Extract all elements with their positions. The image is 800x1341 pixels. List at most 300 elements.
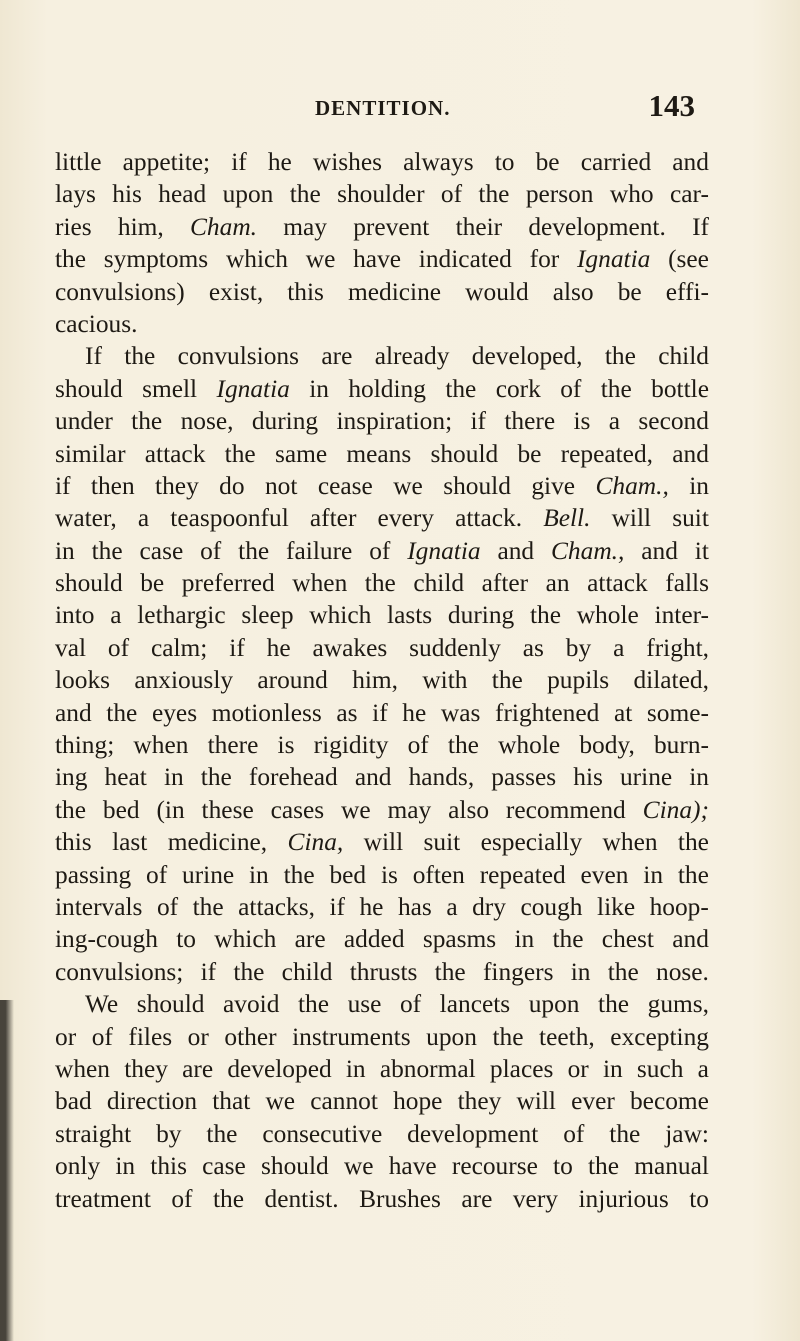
word: teeth, — [539, 1022, 595, 1051]
word: after — [481, 569, 529, 598]
word: their — [455, 212, 503, 241]
word: holding — [348, 374, 426, 403]
word: the — [364, 569, 396, 598]
word: motionless — [211, 698, 322, 727]
word: to — [689, 1184, 709, 1213]
word: bed — [102, 795, 140, 824]
word: an — [545, 569, 570, 598]
word: the — [206, 1119, 238, 1148]
word: we — [265, 1087, 296, 1116]
word: Brushes — [359, 1184, 441, 1213]
word: rigidity — [313, 731, 389, 760]
word: already — [374, 342, 450, 371]
word: shoulder — [337, 180, 425, 209]
word: case — [202, 1152, 246, 1181]
word: if — [470, 407, 487, 436]
word: bed — [329, 860, 367, 889]
text-line — [55, 1085, 709, 1117]
word: when — [55, 1054, 110, 1083]
word: of — [146, 860, 168, 889]
word: ing — [55, 763, 88, 792]
word: him, — [117, 212, 164, 241]
word: him, — [352, 666, 399, 695]
word: the — [598, 990, 630, 1019]
word: of — [407, 731, 429, 760]
word: may — [283, 212, 327, 241]
word: wishes — [312, 148, 383, 176]
word: and — [497, 536, 535, 565]
word: awakes — [312, 633, 388, 662]
word: convulsions; — [55, 957, 184, 986]
word: straight — [55, 1119, 132, 1148]
text-line — [55, 178, 709, 210]
word: also — [448, 795, 490, 824]
word: like — [597, 892, 636, 921]
word: Cham., — [595, 471, 669, 500]
word: would — [465, 277, 529, 306]
word: passes — [491, 763, 557, 792]
word: files — [128, 1022, 173, 1051]
word: of — [563, 1119, 585, 1148]
word: to — [176, 925, 196, 954]
word: preferred — [181, 569, 275, 598]
word: the — [238, 536, 270, 565]
word: may — [387, 795, 432, 824]
word: then — [90, 471, 135, 500]
word: of — [91, 1022, 113, 1051]
text-line — [55, 1150, 709, 1182]
word: has — [397, 892, 432, 921]
word: the — [131, 407, 163, 436]
word: in — [115, 1152, 136, 1181]
word: they — [124, 1054, 168, 1083]
word: injurious — [578, 1184, 669, 1213]
word: should — [55, 569, 123, 598]
word: val — [55, 633, 87, 662]
word: medicine — [348, 277, 442, 306]
word: should — [261, 1152, 329, 1181]
word: the — [213, 1184, 245, 1213]
word: have — [388, 1152, 437, 1181]
word: the — [55, 795, 87, 824]
word: cacious. — [55, 309, 138, 338]
word: body, — [579, 731, 635, 760]
word: urine — [182, 860, 235, 889]
word: the — [607, 957, 639, 986]
word: if — [200, 957, 217, 986]
word: do — [219, 471, 245, 500]
word: cork — [495, 374, 541, 403]
text-line — [55, 891, 709, 923]
word: forehead — [248, 763, 338, 792]
word: be — [140, 569, 165, 598]
word: which — [214, 925, 277, 954]
word: development. — [528, 212, 666, 241]
word: with — [422, 666, 468, 695]
word: and — [672, 148, 709, 176]
word: fright, — [646, 633, 709, 662]
text-line — [55, 535, 709, 567]
word: the — [491, 666, 523, 695]
word: the — [478, 180, 510, 209]
word: the — [677, 860, 709, 889]
word: always — [403, 148, 474, 176]
word: exist, — [208, 277, 264, 306]
word: will — [363, 828, 404, 857]
word: abnormal — [379, 1054, 476, 1083]
word: lethargic — [137, 601, 226, 630]
word: a — [137, 504, 150, 533]
word: he — [359, 892, 384, 921]
word: these — [201, 795, 254, 824]
text-line — [55, 502, 709, 534]
word: should — [55, 374, 123, 403]
word: as — [522, 633, 544, 662]
word: gums, — [647, 990, 709, 1019]
word: added — [343, 925, 405, 954]
word: the — [552, 925, 584, 954]
word: bad — [55, 1087, 92, 1116]
word: the — [600, 374, 632, 403]
word: car- — [669, 180, 709, 209]
word: a — [697, 1054, 709, 1083]
word: frightened — [495, 698, 600, 727]
word: his — [573, 763, 603, 792]
text-line — [55, 956, 709, 988]
word: are — [321, 342, 353, 371]
word: in — [643, 860, 664, 889]
word: become — [629, 1087, 709, 1116]
text-line — [55, 859, 709, 891]
text-line — [55, 794, 709, 826]
word: Cham., — [551, 536, 625, 565]
word: even — [580, 860, 629, 889]
word: whole — [576, 601, 639, 630]
word: if — [55, 471, 71, 500]
word: are — [461, 1184, 493, 1213]
word: of — [560, 374, 582, 403]
word: of — [399, 990, 422, 1019]
word: also — [552, 277, 594, 306]
word: the — [447, 731, 479, 760]
text-line — [55, 599, 709, 631]
text-line — [55, 664, 709, 696]
page-number: 143 — [648, 88, 695, 123]
word: a — [613, 633, 625, 662]
word: lancets — [439, 990, 511, 1019]
word: often — [412, 860, 465, 889]
word: if — [372, 698, 388, 727]
word: chest — [601, 925, 654, 954]
word: carried — [580, 148, 652, 176]
word: in — [163, 763, 184, 792]
word: is — [277, 731, 295, 760]
word: intervals — [55, 892, 143, 921]
word: symptoms — [103, 245, 209, 274]
word: cease — [317, 471, 373, 500]
word: if — [329, 892, 345, 921]
word: nose, — [180, 407, 234, 436]
word: as — [336, 698, 358, 727]
word: only — [55, 1152, 101, 1181]
word: same — [274, 439, 328, 468]
word: We — [85, 990, 119, 1019]
word: in — [689, 471, 709, 500]
text-line — [55, 146, 709, 178]
word: there — [504, 407, 556, 436]
text-line — [55, 761, 709, 793]
running-head: DENTITION. — [315, 96, 451, 120]
word: consecutive — [262, 1119, 383, 1148]
text-line — [55, 405, 709, 437]
word: in — [249, 860, 269, 889]
word: into — [55, 601, 95, 630]
word: the — [233, 957, 265, 986]
word: and — [641, 536, 678, 565]
word: if — [229, 633, 245, 662]
word: the — [200, 763, 232, 792]
word: inter- — [654, 601, 709, 630]
word: upon — [528, 990, 580, 1019]
word: upon — [426, 1022, 477, 1051]
word: have — [353, 245, 402, 274]
page-header — [315, 88, 695, 128]
word: Ignatia — [576, 245, 651, 274]
word: that — [212, 1087, 251, 1116]
word: of — [156, 892, 179, 921]
word: Ignatia — [407, 536, 481, 565]
word: in — [514, 925, 535, 954]
word: recourse — [451, 1152, 538, 1181]
word: other — [224, 1022, 277, 1051]
word: developed — [227, 1054, 332, 1083]
word: ever — [571, 1087, 615, 1116]
word: under — [55, 407, 113, 436]
word: cough — [520, 892, 583, 921]
word: a — [608, 407, 621, 436]
word: lasts — [387, 601, 433, 630]
word: failure — [286, 536, 353, 565]
word: dilated, — [633, 666, 709, 695]
word: nose. — [656, 957, 709, 986]
word: last — [112, 828, 148, 857]
word: during — [447, 601, 515, 630]
word: the — [55, 245, 87, 274]
word: of — [107, 633, 130, 662]
word: manual — [634, 1152, 709, 1181]
word: which — [225, 245, 288, 274]
word: appetite; — [122, 148, 211, 176]
text-line — [55, 438, 709, 470]
word: child — [658, 342, 709, 371]
word: to — [494, 148, 515, 176]
word: a — [110, 601, 122, 630]
word: dentist. — [264, 1184, 339, 1213]
word: burn- — [653, 731, 709, 760]
word: the — [289, 180, 321, 209]
word: they — [457, 1087, 502, 1116]
word: jaw: — [665, 1119, 709, 1148]
word: suit — [423, 828, 461, 857]
word: such — [636, 1054, 684, 1083]
word: indicated — [418, 245, 512, 274]
word: the — [192, 892, 224, 921]
word: the — [587, 1152, 620, 1181]
word: looks — [55, 666, 111, 695]
text-line — [55, 567, 709, 599]
word: the — [434, 957, 466, 986]
word: if — [231, 148, 247, 176]
word: cannot — [310, 1087, 378, 1116]
word: developed, — [471, 342, 583, 371]
word: we — [305, 245, 336, 274]
word: hope — [393, 1087, 443, 1116]
word: the — [492, 1022, 524, 1051]
word: attack. — [455, 504, 523, 533]
word: If — [692, 212, 709, 241]
word: are — [294, 925, 326, 954]
word: or — [55, 1022, 77, 1051]
word: Bell. — [543, 504, 591, 533]
word: this — [150, 1152, 187, 1181]
word: he — [267, 148, 292, 176]
word: inspiration; — [336, 407, 453, 436]
word: places — [489, 1054, 554, 1083]
word: similar — [55, 439, 126, 468]
text-line — [55, 632, 709, 664]
word: child — [281, 957, 333, 986]
word: in — [309, 374, 329, 403]
word: cases — [270, 795, 325, 824]
text-line — [55, 1053, 709, 1085]
word: child — [413, 569, 465, 598]
word: If — [85, 342, 102, 371]
word: convulsions — [177, 342, 299, 371]
word: treatment — [55, 1184, 151, 1213]
word: this — [55, 828, 92, 857]
word: the — [604, 342, 636, 371]
word: passing — [55, 860, 132, 889]
word: of — [200, 536, 222, 565]
text-line — [55, 988, 709, 1020]
word: urine — [619, 763, 673, 792]
word: Cina); — [642, 795, 709, 824]
word: recommend — [505, 795, 626, 824]
text-line — [55, 211, 709, 243]
word: use — [347, 990, 382, 1019]
word: little — [55, 148, 102, 176]
word: eyes — [151, 698, 198, 727]
word: we — [341, 795, 371, 824]
word: sleep — [241, 601, 294, 630]
word: thing; — [55, 731, 115, 760]
word: attack — [144, 439, 206, 468]
word: anxiously — [134, 666, 234, 695]
word: or — [187, 1022, 209, 1051]
word: for — [529, 245, 560, 274]
word: attack — [587, 569, 648, 598]
word: calm; — [150, 633, 208, 662]
text-line — [55, 308, 709, 340]
word: the — [529, 601, 561, 630]
word: in — [345, 1054, 366, 1083]
word: smell — [142, 374, 198, 403]
word: every — [377, 504, 434, 533]
text-line — [55, 1183, 709, 1215]
word: Ignatia — [216, 374, 290, 403]
word: it — [694, 536, 709, 565]
word: be — [517, 439, 542, 468]
word: in — [689, 763, 709, 792]
word: be — [617, 277, 642, 306]
word: direction — [106, 1087, 198, 1116]
binding-shadow — [0, 1000, 14, 1341]
word: development — [407, 1119, 539, 1148]
word: is — [380, 860, 398, 889]
word: when — [602, 828, 658, 857]
word: suddenly — [409, 633, 501, 662]
word: the — [297, 990, 330, 1019]
word: the — [445, 374, 477, 403]
word: instruments — [292, 1022, 411, 1051]
word: the — [677, 828, 709, 857]
word: repeated — [479, 860, 566, 889]
word: spasms — [422, 925, 497, 954]
word: head — [158, 180, 207, 209]
word: his — [112, 180, 142, 209]
word: the — [106, 698, 138, 727]
word: or — [567, 1054, 589, 1083]
word: heat — [104, 763, 147, 792]
word: in — [570, 957, 591, 986]
word: he — [402, 698, 427, 727]
word: should — [136, 990, 205, 1019]
word: Cham. — [190, 212, 258, 241]
text-line — [55, 470, 709, 502]
word: ing-cough — [55, 925, 158, 954]
word: and — [672, 925, 709, 954]
word: was — [440, 698, 481, 727]
word: not — [264, 471, 298, 500]
word: fingers — [482, 957, 554, 986]
word: especially — [480, 828, 583, 857]
word: (see — [668, 245, 709, 274]
word: when — [133, 731, 189, 760]
word: whole — [498, 731, 561, 760]
word: prevent — [353, 212, 430, 241]
text-line — [55, 340, 709, 372]
word: upon — [222, 180, 274, 209]
word: to — [553, 1152, 573, 1181]
word: should — [443, 471, 511, 500]
word: falls — [665, 569, 709, 598]
word: second — [638, 407, 709, 436]
word: Cina, — [287, 828, 344, 857]
word: and — [55, 698, 92, 727]
word: we — [343, 1152, 374, 1181]
word: ries — [55, 212, 92, 241]
word: medicine, — [167, 828, 268, 857]
word: we — [393, 471, 423, 500]
word: the — [283, 860, 315, 889]
body-text — [55, 146, 709, 1215]
text-line — [55, 923, 709, 955]
word: suit — [672, 504, 709, 533]
text-line — [55, 697, 709, 729]
word: bottle — [651, 374, 709, 403]
word: by — [156, 1119, 182, 1148]
word: there — [207, 731, 259, 760]
